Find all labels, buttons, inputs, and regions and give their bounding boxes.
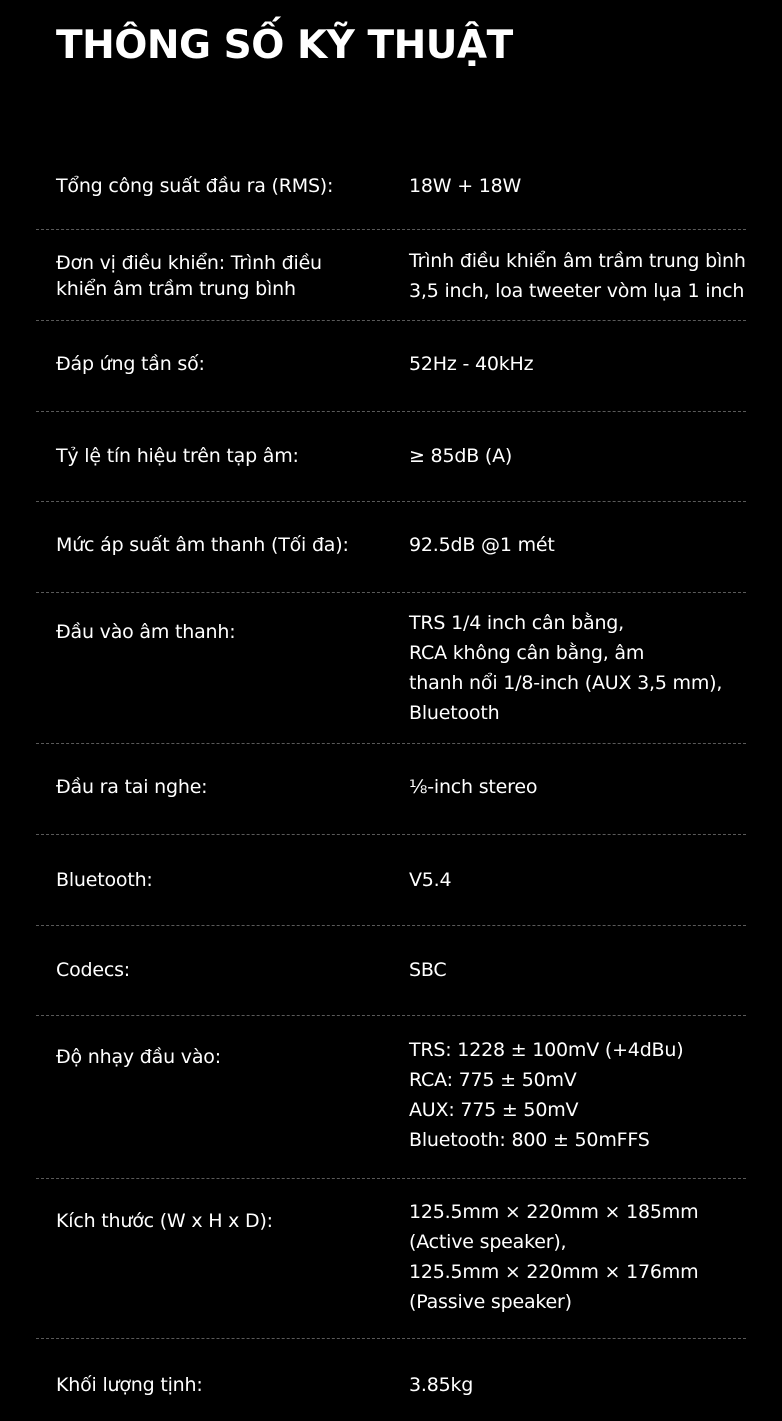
spec-label: Đầu vào âm thanh: [56,621,236,643]
spec-row-audio-input [36,593,746,744]
spec-value: TRS: 1228 ± 100mV (+4dBu) RCA: 775 ± 50mV AUX: 775 ± 50mV Bluetooth: 800 ± 50mFFS [409,1039,684,1151]
spec-value: 52Hz - 40kHz [409,353,534,375]
spec-table [36,140,746,1421]
spec-label: Tỷ lệ tín hiệu trên tạp âm: [56,445,299,467]
spec-value: 92.5dB @1 mét [409,534,555,556]
spec-label: Codecs: [56,959,130,981]
spec-value: Trình điều khiển âm trầm trung bình 3,5 inch, loa tweeter vòm lụa 1 inch [409,250,746,302]
spec-label: Đầu ra tai nghe: [56,776,208,798]
spec-label: Tổng công suất đầu ra (RMS): [56,175,334,197]
spec-row-bluetooth [36,835,746,926]
spec-label: Kích thước (W x H x D): [56,1210,273,1232]
spec-row-max-spl [36,502,746,593]
spec-value: V5.4 [409,869,452,891]
spec-row-driver-unit [36,230,746,321]
spec-value: ≥ 85dB (A) [409,445,513,467]
spec-row-snr [36,412,746,502]
spec-label: Bluetooth: [56,869,153,891]
spec-label: Khối lượng tịnh: [56,1374,203,1396]
page-title: THÔNG SỐ KỸ THUẬT [56,23,513,68]
spec-row-headphone-output [36,744,746,835]
spec-label: Đơn vị điều khiển: Trình điều khiển âm trầm trung bình [56,252,322,300]
spec-value: 3.85kg [409,1374,474,1396]
spec-value: TRS 1/4 inch cân bằng, RCA không cân bằng, âm thanh nổi 1/8-inch (AUX 3,5 mm), Bluetooth [409,612,723,724]
spec-value: ⅛-inch stereo [409,776,538,798]
spec-label: Đáp ứng tần số: [56,353,205,375]
spec-label: Độ nhạy đầu vào: [56,1046,221,1068]
spec-row-total-power [36,140,746,230]
spec-row-frequency-response [36,321,746,412]
spec-value: 125.5mm × 220mm × 185mm (Active speaker), 125.5mm × 220mm × 176mm (Passive speaker) [409,1201,699,1313]
spec-row-input-sensitivity [36,1016,746,1179]
spec-row-dimensions [36,1179,746,1339]
spec-row-codecs [36,926,746,1016]
spec-value: SBC [409,959,447,981]
spec-row-net-weight [36,1339,746,1421]
spec-value: 18W + 18W [409,175,522,197]
spec-label: Mức áp suất âm thanh (Tối đa): [56,534,349,556]
